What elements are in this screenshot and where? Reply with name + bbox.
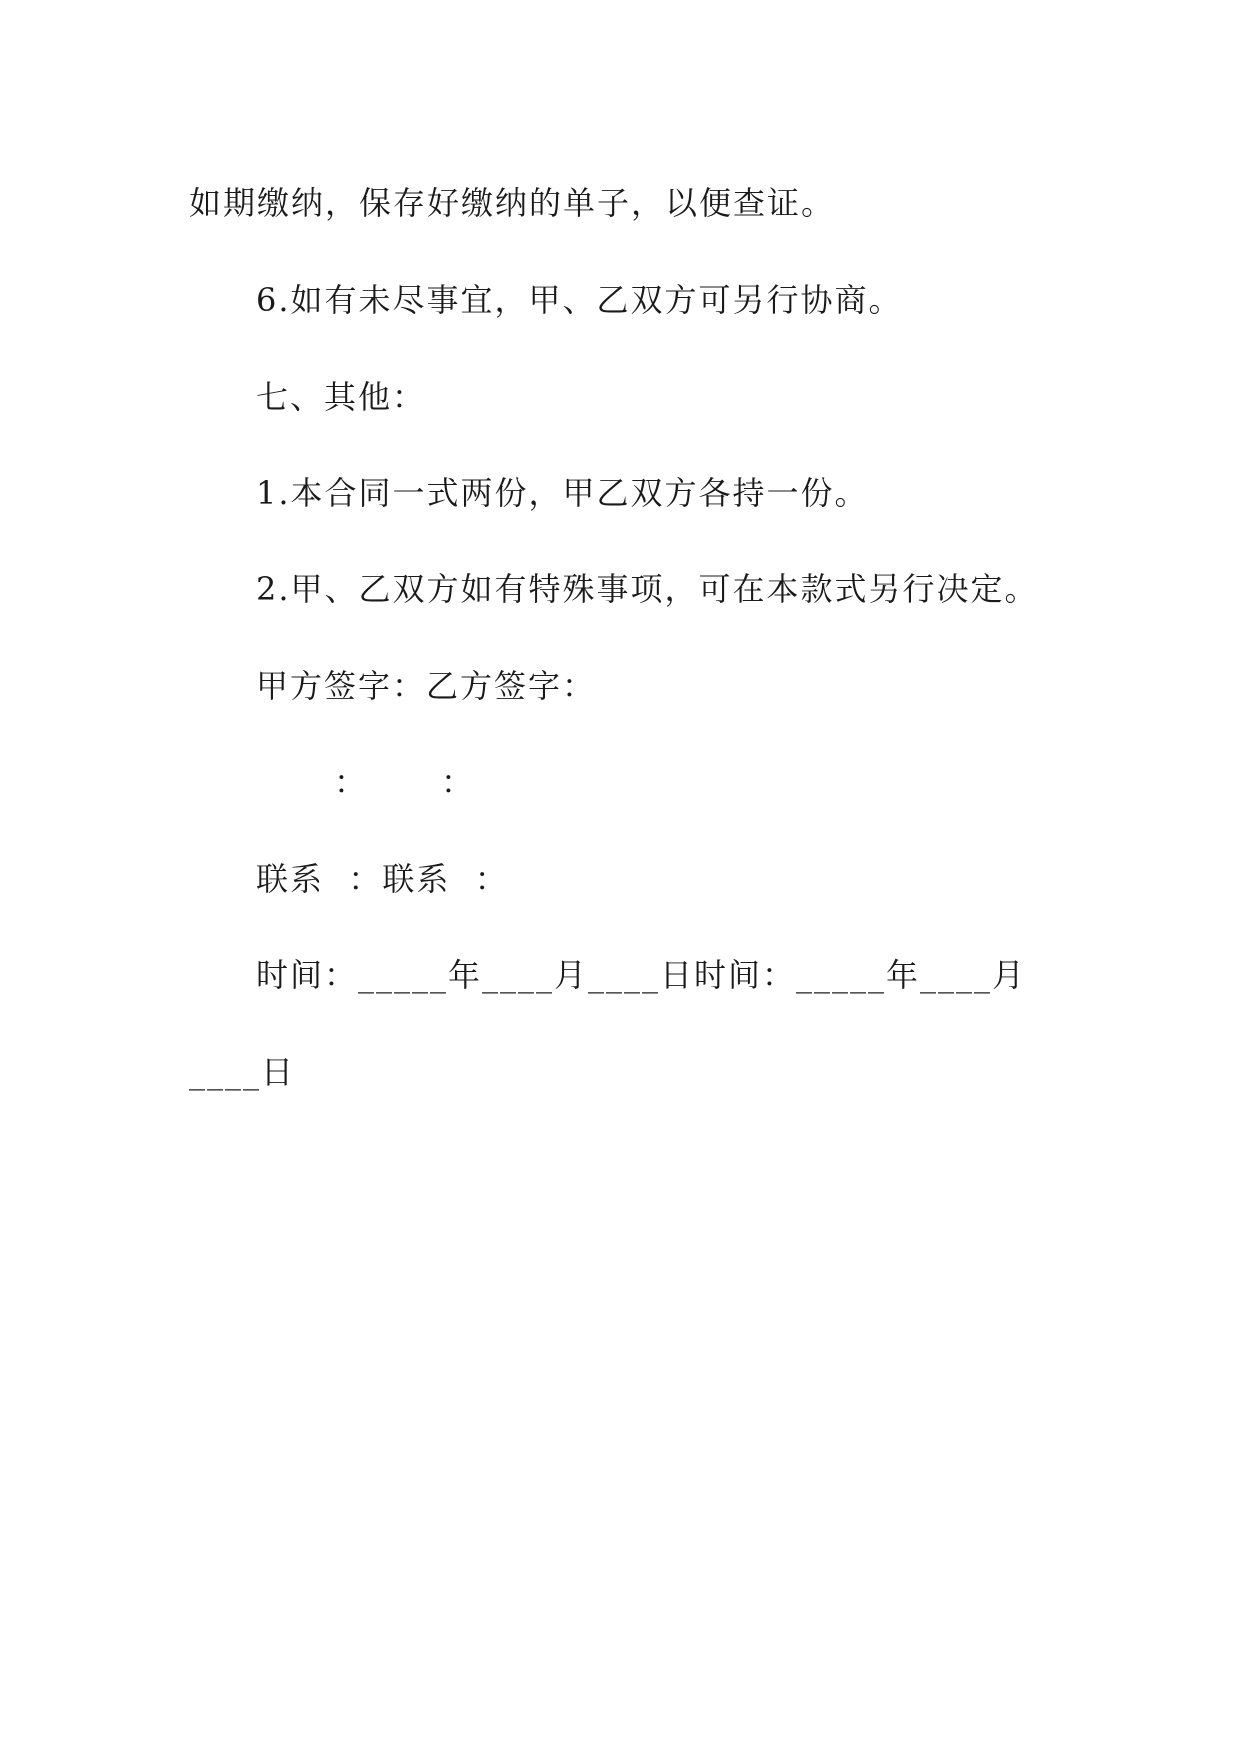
clause-6: 6.如有未尽事宜，甲、乙双方可另行协商。	[256, 281, 903, 319]
paragraph-payment-note: 如期缴纳，保存好缴纳的单子，以便查证。	[189, 184, 836, 222]
clause-7-1: 1.本合同一式两份，甲乙双方各持一份。	[256, 474, 869, 512]
contact-line: 联系 ：联系 ：	[256, 860, 509, 898]
section-7-heading: 七、其他：	[256, 378, 427, 416]
date-line-continued: ____日	[189, 1053, 296, 1091]
signature-line: 甲方签字：乙方签字：	[256, 667, 597, 705]
clause-7-2: 2.甲、乙双方如有特殊事项，可在本款式另行决定。	[256, 570, 1039, 608]
date-line: 时间：_____年____月____日时间：_____年____月	[256, 956, 1027, 994]
blank-field-line: ： ：	[334, 763, 476, 801]
